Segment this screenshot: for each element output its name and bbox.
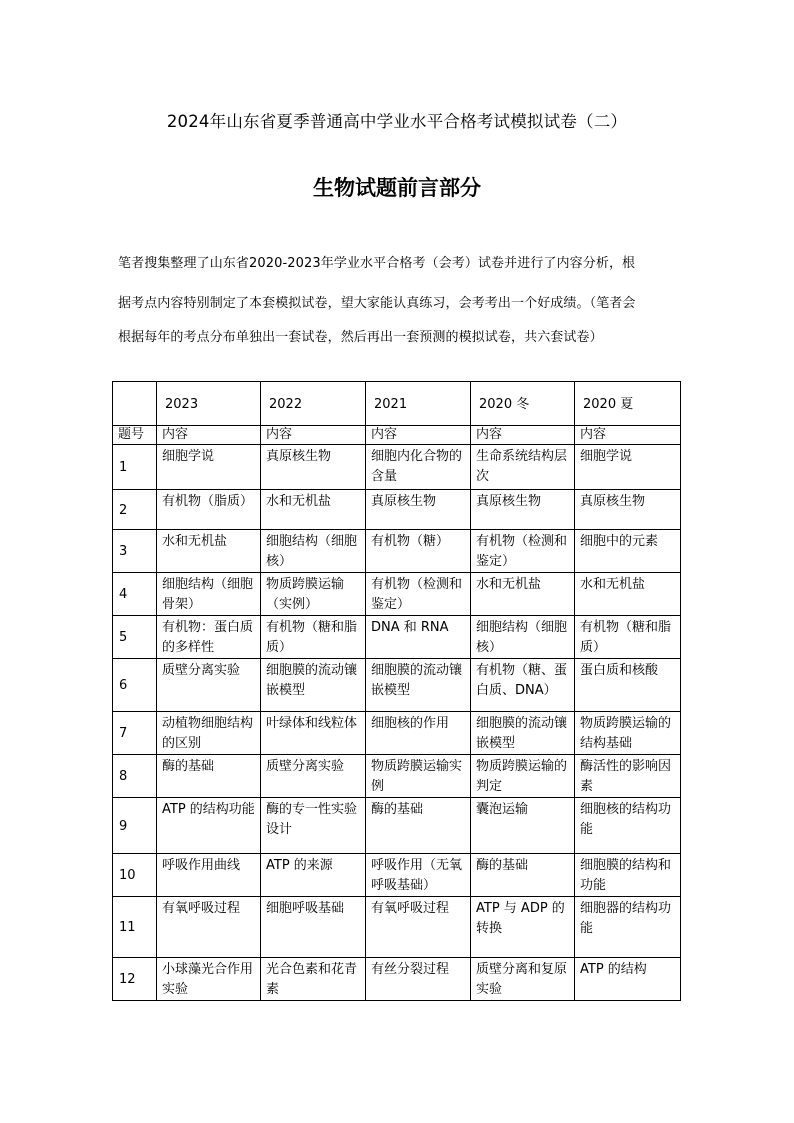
topic-cell: 有机物（糖和脂质） <box>575 616 681 659</box>
topic-cell: 动植物细胞结构的区别 <box>157 712 261 755</box>
question-number: 8 <box>113 755 157 798</box>
table-row <box>113 616 681 659</box>
topic-cell: ATP 的结构功能 <box>157 798 261 854</box>
topic-cell: 酶活性的影响因素 <box>575 755 681 798</box>
question-number: 4 <box>113 573 157 616</box>
question-number: 2 <box>113 490 157 530</box>
topic-cell: 细胞器的结构功能 <box>575 897 681 958</box>
topic-cell: 细胞核的结构功能 <box>575 798 681 854</box>
topic-cell: 真原核生物 <box>366 490 471 530</box>
question-number: 3 <box>113 530 157 573</box>
table-row <box>113 897 681 958</box>
topic-cell: 囊泡运输 <box>471 798 575 854</box>
document-title: 2024年山东省夏季普通高中学业水平合格考试模拟试卷（二） <box>166 112 628 131</box>
topic-cell: 酶的基础 <box>157 755 261 798</box>
topic-cell: 有机物（糖、蛋白质、DNA） <box>471 659 575 712</box>
topic-cell: 有机物（糖和脂质） <box>261 616 366 659</box>
topic-cell: 有机物（糖） <box>366 530 471 573</box>
topic-cell: 细胞膜的流动镶嵌模型 <box>261 659 366 712</box>
topic-cell: 水和无机盐 <box>471 573 575 616</box>
topic-cell: 细胞膜的结构和功能 <box>575 854 681 897</box>
topic-cell: 有机物（检测和鉴定） <box>366 573 471 616</box>
topic-cell: 真原核生物 <box>575 490 681 530</box>
topic-cell: 蛋白质和核酸 <box>575 659 681 712</box>
year-header: 2021 <box>366 382 471 426</box>
table-row <box>113 798 681 854</box>
table-row <box>113 712 681 755</box>
topic-cell: 叶绿体和线粒体 <box>261 712 366 755</box>
table-row <box>113 854 681 897</box>
topic-cell: ATP 与 ADP 的转换 <box>471 897 575 958</box>
column-header-row <box>113 426 681 445</box>
topic-cell: 细胞核的作用 <box>366 712 471 755</box>
question-number: 5 <box>113 616 157 659</box>
topic-cell: 细胞呼吸基础 <box>261 897 366 958</box>
topic-cell: 物质跨膜运输的结构基础 <box>575 712 681 755</box>
content-header: 内容 <box>575 426 681 445</box>
topic-cell: 细胞内化合物的含量 <box>366 445 471 490</box>
content-header: 内容 <box>157 426 261 445</box>
content-header: 内容 <box>366 426 471 445</box>
intro-line: 笔者搜集整理了山东省2020-2023年学业水平合格考（会考）试卷并进行了内容分析，根 <box>118 256 636 271</box>
year-header: 2022 <box>261 382 366 426</box>
table-row <box>113 573 681 616</box>
topic-cell: DNA 和 RNA <box>366 616 471 659</box>
topic-cell: 小球藻光合作用实验 <box>157 958 261 1001</box>
topic-cell: 物质跨膜运输（实例） <box>261 573 366 616</box>
year-header: 2023 <box>157 382 261 426</box>
table-row <box>113 755 681 798</box>
year-header-row <box>113 382 681 426</box>
topic-cell: 酶的专一性实验设计 <box>261 798 366 854</box>
topic-cell: 细胞学说 <box>157 445 261 490</box>
topic-cell: 有机物：蛋白质的多样性 <box>157 616 261 659</box>
topic-cell: 质壁分离实验 <box>157 659 261 712</box>
topic-cell: 呼吸作用（无氧呼吸基础） <box>366 854 471 897</box>
topic-cell: 生命系统结构层次 <box>471 445 575 490</box>
topic-cell: ATP 的来源 <box>261 854 366 897</box>
question-number: 7 <box>113 712 157 755</box>
question-number: 9 <box>113 798 157 854</box>
intro-line: 根据每年的考点分布单独出一套试卷，然后再出一套预测的模拟试卷，共六套试卷） <box>118 330 603 345</box>
topic-cell: 有机物（脂质） <box>157 490 261 530</box>
exam-topic-table <box>112 381 681 1001</box>
topic-cell: 真原核生物 <box>261 445 366 490</box>
topic-cell: 物质跨膜运输实例 <box>366 755 471 798</box>
topic-cell: 真原核生物 <box>471 490 575 530</box>
table-row <box>113 530 681 573</box>
topic-cell: 细胞学说 <box>575 445 681 490</box>
question-number: 11 <box>113 897 157 958</box>
question-number: 12 <box>113 958 157 1001</box>
year-header: 2020 夏 <box>575 382 681 426</box>
topic-cell: 质壁分离实验 <box>261 755 366 798</box>
content-header: 内容 <box>471 426 575 445</box>
topic-cell: 光合色素和花青素 <box>261 958 366 1001</box>
document-subtitle: 生物试题前言部分 <box>313 176 481 200</box>
topic-cell: 细胞膜的流动镶嵌模型 <box>471 712 575 755</box>
content-header: 内容 <box>261 426 366 445</box>
topic-cell: 酶的基础 <box>366 798 471 854</box>
topic-cell: 水和无机盐 <box>575 573 681 616</box>
topic-cell: 细胞结构（细胞核） <box>261 530 366 573</box>
table-row <box>113 445 681 490</box>
topic-cell: 细胞膜的流动镶嵌模型 <box>366 659 471 712</box>
topic-cell: 有丝分裂过程 <box>366 958 471 1001</box>
num-header: 题号 <box>113 426 157 445</box>
topic-cell: 酶的基础 <box>471 854 575 897</box>
question-number: 6 <box>113 659 157 712</box>
topic-cell: 细胞结构（细胞骨架） <box>157 573 261 616</box>
question-number: 1 <box>113 445 157 490</box>
topic-cell: 水和无机盐 <box>261 490 366 530</box>
table-row <box>113 958 681 1001</box>
topic-cell: 质壁分离和复原实验 <box>471 958 575 1001</box>
topic-cell: 物质跨膜运输的判定 <box>471 755 575 798</box>
table-row <box>113 490 681 530</box>
topic-cell: 有氧呼吸过程 <box>366 897 471 958</box>
topic-cell: 有机物（检测和鉴定） <box>471 530 575 573</box>
topic-cell: ATP 的结构 <box>575 958 681 1001</box>
topic-cell: 水和无机盐 <box>157 530 261 573</box>
year-header: 2020 冬 <box>471 382 575 426</box>
topic-cell: 细胞中的元素 <box>575 530 681 573</box>
question-number: 10 <box>113 854 157 897</box>
corner-cell <box>113 382 157 426</box>
topic-cell: 有氧呼吸过程 <box>157 897 261 958</box>
table-row <box>113 659 681 712</box>
topic-cell: 细胞结构（细胞核） <box>471 616 575 659</box>
intro-line: 据考点内容特别制定了本套模拟试卷，望大家能认真练习，会考考出一个好成绩。（笔者会 <box>118 296 636 311</box>
topic-cell: 呼吸作用曲线 <box>157 854 261 897</box>
